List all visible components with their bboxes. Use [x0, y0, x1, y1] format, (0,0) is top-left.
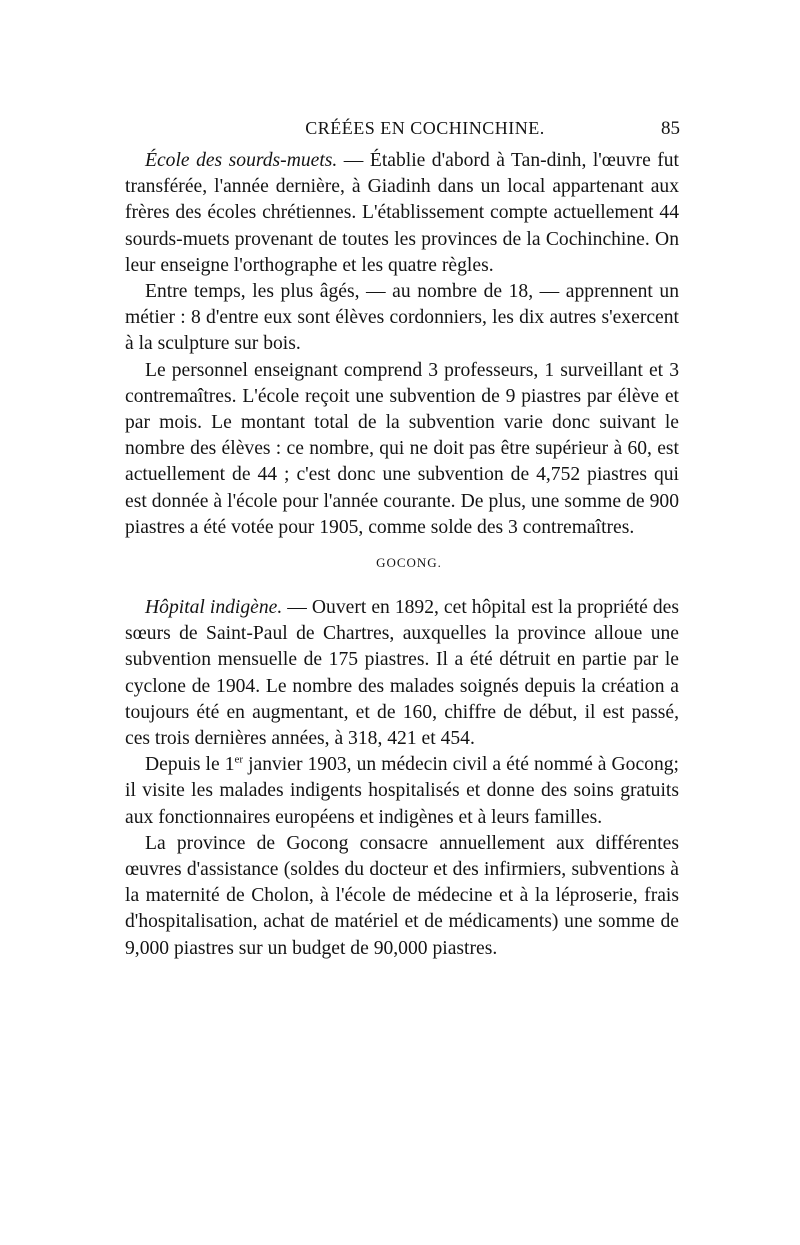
section-title-gocong: GOCONG. — [376, 555, 442, 571]
ecole-paragraph-1-text: Établie d'abord à Tan-dinh, l'œuvre fut transférée, l'année dernière, à Giadinh dans un local appartenant aux frères des écoles chrétiennes. L'établissement compte actuellement 44 sourds-muets provenant de toutes les provinces de la Cochinchine. On leur enseigne l'orthographe et les quatre règles. — [125, 150, 680, 276]
gocong-paragraph-2 — [125, 752, 679, 831]
gocong-paragraph-3: La province de Gocong consacre annuellement aux différentes œuvres d'assistance (soldes du docteur et des infirmiers, subventions à la maternité de Cholon, à l'école de médecine et à la léproserie, frais d'hospitalisation, achat de matériel et de médicaments) une somme de 9,000 piastres sur un budget de 90,000 piastres. — [125, 832, 679, 959]
gocong-paragraph-2-rest: janvier 1903, un médecin civil a été nommé à Gocong; il visite les malades indigents hospitalisés et donne des soins gratuits aux fonctionnaires européens et indigènes et à leurs familles. — [125, 754, 679, 828]
gocong-paragraph-1-text: Ouvert en 1892, cet hôpital est la propriété des sœurs de Saint-Paul de Chartres, auxquelles la province alloue une subvention mensuelle de 175 piastres. Il a été détruit en partie par le cyclone de 1904. Le nombre des malades soignés depuis la création a toujours été en augmentant, et de 160, chiffre de début, il est passé, ces trois dernières années, à 318, 421 et 454. — [125, 597, 679, 750]
ecole-paragraph-3: Le personnel enseignant comprend 3 professeurs, 1 surveillant et 3 contremaîtres. L'école reçoit une subvention de 9 piastres par élève et par mois. Le montant total de la subvention varie donc suivant le nombre des élèves : ce nombre, qui ne doit pas être supérieur à 60, est actuellement de 44 ; c'est donc une subvention de 4,752 piastres qui est donnée à l'école pour l'année courante. De plus, une somme de 900 piastres a été votée pour 1905, comme solde des 3 contremaîtres. — [125, 359, 679, 538]
ecole-paragraph-1: École des sourds-muets. — Établie d'abord à Tan-dinh, l'œuvre fut transférée, l'année dernière, à Giadinh dans un local appartenant aux frères des écoles chrétiennes. L'établissement compte actuellement 44 sourds-muets provenant de toutes les provinces de la Cochinchine. On leur enseigne l'orthographe et les quatre règles. — [125, 150, 680, 276]
ecole-lead-heading: École des sourds-muets. — [145, 150, 338, 171]
running-title: CRÉÉES EN COCHINCHINE. — [305, 118, 545, 138]
page-number: 85 — [661, 118, 680, 139]
ecole-paragraph-2: Entre temps, les plus âgés, — au nombre de 18, — apprennent un métier : 8 d'entre eux sont élèves cordonniers, les dix autres s'exercent à la sculpture sur bois. — [125, 281, 679, 355]
page-header — [0, 108, 800, 148]
gocong-paragraph-2-start: Depuis le 1 — [145, 754, 235, 776]
gocong-lead-heading: Hôpital indigène. — [145, 597, 283, 619]
page-body — [125, 148, 679, 962]
ordinal-superscript: er — [234, 753, 244, 766]
gocong-paragraph-1: Hôpital indigène. — Ouvert en 1892, cet hôpital est la propriété des sœurs de Saint-Paul de Chartres, auxquelles la province alloue une subvention mensuelle de 175 piastres. Il a été détruit en partie par le cyclone de 1904. Le nombre des malades soignés depuis la création a toujours été en augmentant, et de 160, chiffre de début, il est passé, ces trois dernières années, à 318, 421 et 454. — [125, 597, 679, 750]
